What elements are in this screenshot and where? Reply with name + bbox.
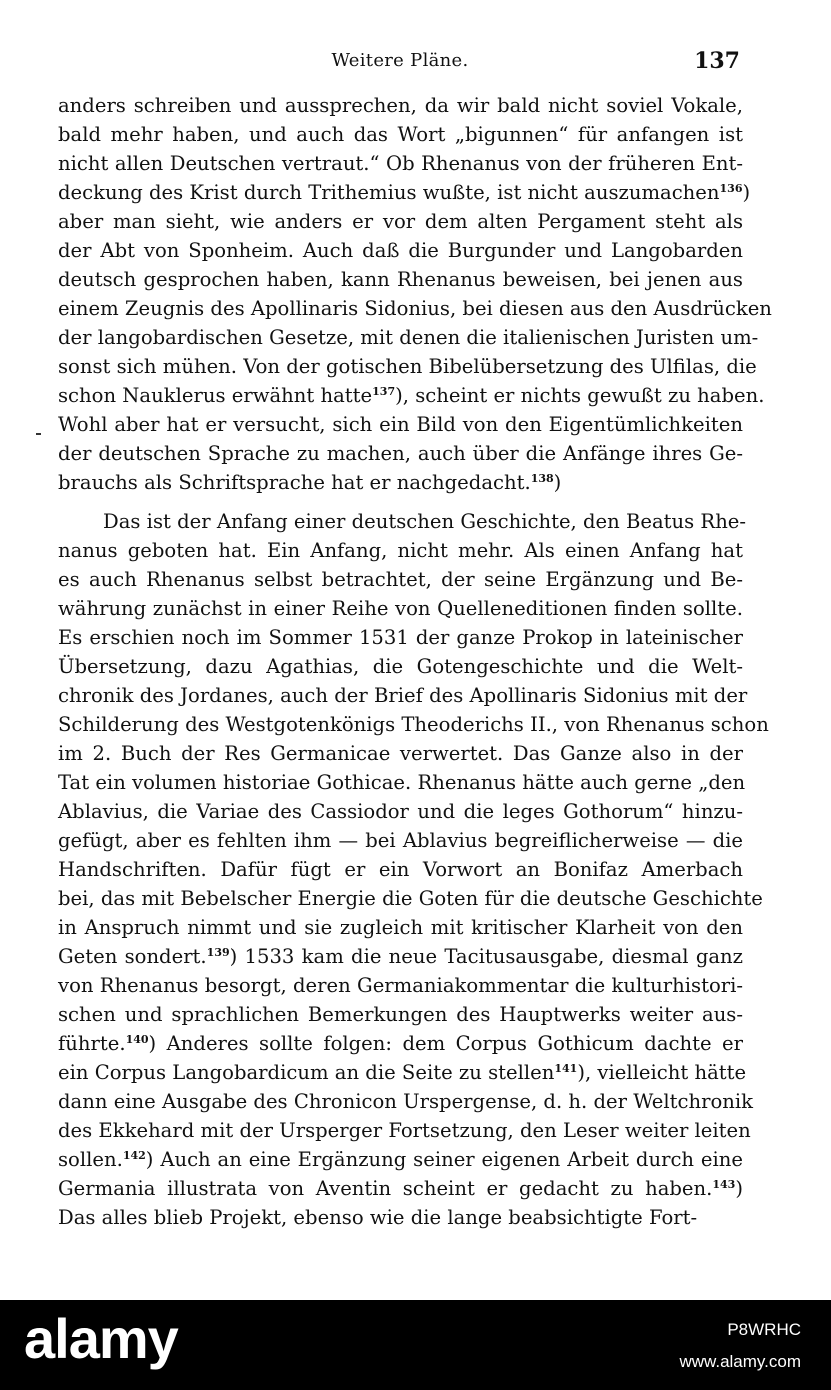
text-line: [58, 265, 743, 294]
text-line: [58, 623, 743, 652]
line-text: des Ekkehard mit der Ursperger Fortsetzung, den Leser weiter leiten: [58, 1119, 751, 1142]
line-text: bald mehr haben, und auch das Wort „bigunnen“ für anfangen ist: [58, 123, 743, 146]
line-text: der deutschen Sprache zu machen, auch über die Anfänge ihres Ge-: [58, 442, 743, 465]
text-line: [58, 149, 743, 178]
line-text: deutsch gesprochen haben, kann Rhenanus beweisen, bei jenen aus: [58, 268, 743, 291]
text-line: [58, 1029, 743, 1058]
line-text: der langobardischen Gesetze, mit denen die italienischen Juristen um-: [58, 326, 759, 349]
line-text: Wohl aber hat er versucht, sich ein Bild von den Eigentümlichkeiten: [58, 413, 743, 436]
text-line: [58, 971, 743, 1000]
margin-mark: [36, 433, 41, 435]
line-text: Das ist der Anfang einer deutschen Geschichte, den Beatus Rhe-: [103, 510, 747, 533]
page-header: [60, 48, 740, 82]
line-text: Schilderung des Westgotenkönigs Theoderichs II., von Rhenanus schon: [58, 713, 769, 736]
line-text: sollen.: [58, 1148, 123, 1171]
text-line: [58, 468, 743, 497]
line-text-cont: ) 1533 kam die neue Tacitusausgabe, diesmal ganz: [229, 945, 743, 968]
text-line: [58, 1058, 747, 1087]
text-line: [58, 91, 743, 120]
footnote-ref: 140: [125, 1033, 149, 1046]
line-text: bei, das mit Bebelscher Energie die Goten für die deutsche Geschichte: [58, 887, 763, 910]
line-text: Handschriften. Dafür fügt er ein Vorwort an Bonifaz Amerbach: [58, 858, 743, 881]
line-text: schon Nauklerus erwähnt hatte: [58, 384, 373, 407]
text-line: [58, 826, 743, 855]
footnote-ref: 143: [712, 1178, 736, 1191]
text-line: [58, 797, 743, 826]
line-text: nicht allen Deutschen vertraut.“ Ob Rhenanus von der früheren Ent-: [58, 152, 743, 175]
footnote-ref: 141: [554, 1062, 578, 1075]
alamy-logo: alamy: [24, 1307, 178, 1370]
line-text: brauchs als Schriftsprache hat er nachgedacht.: [58, 471, 531, 494]
line-text: Germania illustrata von Aventin scheint er gedacht zu haben.: [58, 1177, 713, 1200]
line-text: führte.: [58, 1032, 126, 1055]
text-line: [58, 884, 763, 913]
footnote-ref: 142: [122, 1149, 146, 1162]
line-text: deckung des Krist durch Trithemius wußte, ist nicht auszumachen: [58, 181, 720, 204]
text-line: [58, 913, 743, 942]
text-line: [58, 352, 757, 381]
line-text: Es erschien noch im Sommer 1531 der ganze Prokop in lateinischer: [58, 626, 743, 649]
line-text: dann eine Ausgabe des Chronicon Urspergense, d. h. der Weltchronik: [58, 1090, 754, 1113]
text-line: [58, 439, 743, 468]
line-text: anders schreiben und aussprechen, da wir bald nicht soviel Vokale,: [58, 94, 743, 117]
line-text: im 2. Buch der Res Germanicae verwertet. Das Ganze also in der: [58, 742, 743, 765]
line-text: ein Corpus Langobardicum an die Seite zu stellen: [58, 1061, 555, 1084]
text-line: [58, 681, 748, 710]
page-number: 137: [694, 48, 740, 74]
line-text: einem Zeugnis des Apollinaris Sidonius, bei diesen aus den Ausdrücken: [58, 297, 772, 320]
text-line: [58, 1000, 743, 1029]
paragraph-1: [58, 91, 772, 497]
text-line: [58, 120, 743, 149]
line-text: Tat ein volumen historiae Gothicae. Rhenanus hätte auch gerne „den: [58, 771, 746, 794]
line-text: von Rhenanus besorgt, deren Germaniakommentar die kulturhistori-: [58, 974, 743, 997]
line-text-cont: ) Auch an eine Ergänzung seiner eigenen Arbeit durch eine: [145, 1148, 743, 1171]
text-line: [58, 410, 743, 439]
line-text: gefügt, aber es fehlten ihm — bei Ablavius begreiflicherweise — die: [58, 829, 743, 852]
line-text: währung zunächst in einer Reihe von Quelleneditionen finden sollte.: [58, 597, 743, 620]
text-line: [58, 178, 751, 207]
line-text-cont: ), vielleicht hätte: [577, 1061, 747, 1084]
line-text: Das alles blieb Projekt, ebenso wie die lange beabsichtigte Fort-: [58, 1206, 698, 1229]
line-text: Übersetzung, dazu Agathias, die Gotengeschichte und die Welt-: [58, 655, 743, 678]
text-line: [58, 565, 743, 594]
text-line: [58, 1203, 743, 1232]
text-line: [58, 1145, 743, 1174]
footnote-ref: 138: [530, 472, 554, 485]
line-text: chronik des Jordanes, auch der Brief des Apollinaris Sidonius mit der: [58, 684, 748, 707]
footnote-ref: 139: [206, 946, 230, 959]
text-line: [58, 323, 759, 352]
text-line: [58, 1087, 754, 1116]
line-text-cont: ): [553, 471, 562, 494]
line-text: der Abt von Sponheim. Auch daß die Burgunder und Langobarden: [58, 239, 743, 262]
footnote-ref: 137: [372, 385, 396, 398]
paragraph-2: [58, 507, 769, 1232]
line-text: aber man sieht, wie anders er vor dem alten Pergament steht als: [58, 210, 743, 233]
line-text: schen und sprachlichen Bemerkungen des Hauptwerks weiter aus-: [58, 1003, 743, 1026]
line-text-cont: ) Anderes sollte folgen: dem Corpus Gothicum dachte er: [148, 1032, 743, 1055]
line-text: in Anspruch nimmt und sie zugleich mit kritischer Klarheit von den: [58, 916, 743, 939]
line-text-cont: ): [735, 1177, 743, 1200]
text-line: [58, 710, 769, 739]
line-text: es auch Rhenanus selbst betrachtet, der seine Ergänzung und Be-: [58, 568, 743, 591]
text-line: [58, 294, 772, 323]
line-text: Ablavius, die Variae des Cassiodor und die leges Gothorum“ hinzu-: [58, 800, 743, 823]
watermark-footer: [0, 1300, 831, 1390]
line-text-cont: ): [742, 181, 751, 204]
text-line: [58, 652, 743, 681]
text-line: [58, 594, 743, 623]
footnote-ref: 136: [719, 182, 743, 195]
text-line: [58, 536, 743, 565]
line-text: nanus geboten hat. Ein Anfang, nicht mehr. Als einen Anfang hat: [58, 539, 743, 562]
text-line: [58, 942, 743, 971]
text-line: [58, 381, 765, 410]
text-line: [58, 236, 743, 265]
line-text-cont: ), scheint er nichts gewußt zu haben.: [395, 384, 765, 407]
text-line: [58, 207, 743, 236]
text-line: [58, 507, 747, 536]
text-line: [58, 1174, 743, 1203]
running-title: Weitere Pläne.: [331, 50, 469, 71]
text-line: [58, 768, 746, 797]
text-line: [58, 739, 743, 768]
line-text: Geten sondert.: [58, 945, 207, 968]
text-line: [58, 1116, 751, 1145]
image-id: P8WRHC: [727, 1320, 801, 1339]
line-text: sonst sich mühen. Von der gotischen Bibelübersetzung des Ulfilas, die: [58, 355, 757, 378]
footer-url: www.alamy.com: [679, 1352, 801, 1371]
text-line: [58, 855, 743, 884]
